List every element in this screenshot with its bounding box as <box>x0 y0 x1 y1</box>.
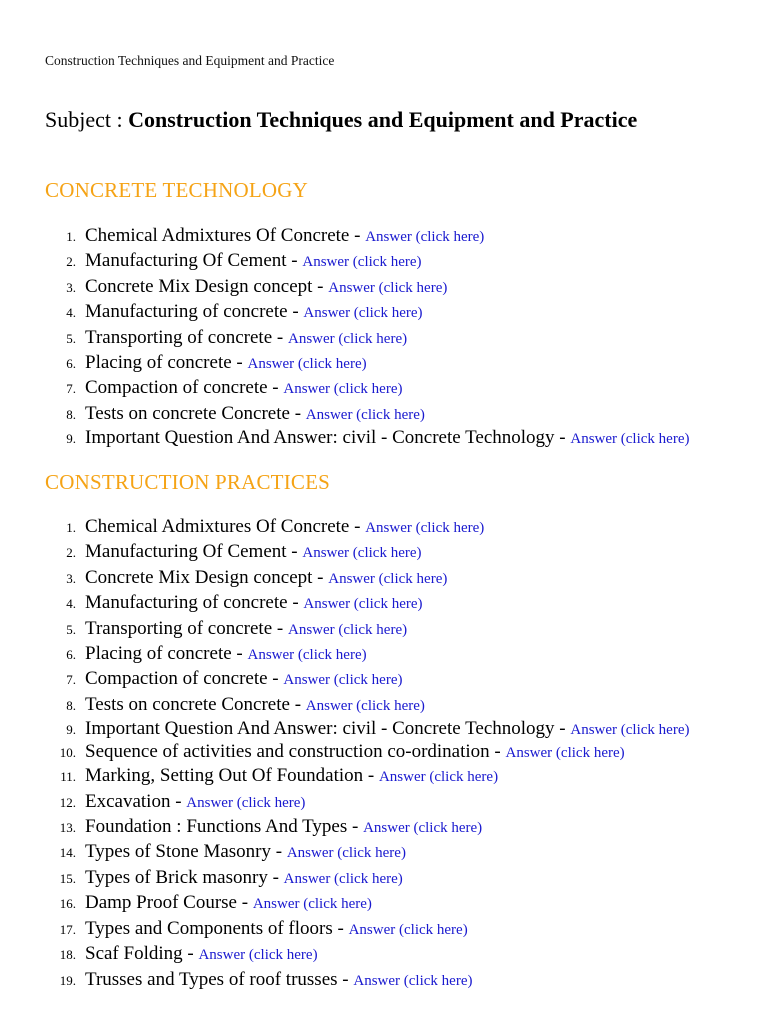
answer-link[interactable]: Answer (click here) <box>348 921 468 938</box>
list-item-number: 10. <box>59 745 76 761</box>
list-item-number: 13. <box>59 820 76 836</box>
list-item <box>45 764 725 789</box>
list-item-number: 5. <box>66 330 76 346</box>
answer-link[interactable]: Answer (click here) <box>252 896 372 913</box>
list-item <box>45 917 725 942</box>
list-item <box>45 300 725 325</box>
list-item-text: Compaction of concrete - <box>85 668 284 690</box>
answer-link[interactable]: Answer (click here) <box>505 745 625 762</box>
list-item-number: 15. <box>59 870 76 886</box>
list-item-number: 17. <box>59 921 76 937</box>
list-item-number: 3. <box>66 570 76 586</box>
list-item-text: Tests on concrete Concrete - <box>85 693 306 715</box>
list-item-number: 7. <box>66 672 76 688</box>
answer-link[interactable]: Answer (click here) <box>247 356 367 373</box>
list-item-text: Concrete Mix Design concept - <box>85 275 329 297</box>
list-item <box>45 790 725 815</box>
list-item-number: 4. <box>66 596 76 612</box>
answer-link[interactable]: Answer (click here) <box>303 305 423 322</box>
answer-link[interactable]: Answer (click here) <box>378 769 499 786</box>
subject-title: Construction Techniques and Equipment and Practice <box>128 107 638 132</box>
list-item <box>45 968 725 993</box>
answer-link[interactable]: Answer (click here) <box>186 794 306 811</box>
list-item-text: Sequence of activities and construction co-ordination - <box>85 741 506 763</box>
list-item-text: Types of Stone Masonry - <box>85 841 287 863</box>
list-item <box>45 891 725 916</box>
list-item-number: 11. <box>60 769 76 785</box>
list-item-text: Important Question And Answer: civil - Concrete Technology - <box>85 427 571 449</box>
answer-link[interactable]: Answer (click here) <box>302 254 422 271</box>
answer-link[interactable]: Answer (click here) <box>353 972 473 989</box>
list-item-number: 18. <box>59 947 76 963</box>
list-item-text: Manufacturing Of Cement - <box>85 541 303 563</box>
list-item-number: 1. <box>66 520 76 535</box>
list-item-text: Placing of concrete - <box>85 352 248 374</box>
list-item-number: 1. <box>66 229 76 244</box>
answer-link[interactable]: Answer (click here) <box>570 722 690 739</box>
list-item-number: 19. <box>59 972 76 988</box>
list-item <box>45 275 725 300</box>
answer-link[interactable]: Answer (click here) <box>305 406 425 423</box>
list-item-number: 7. <box>66 381 76 397</box>
list-item <box>45 249 725 274</box>
answer-link[interactable]: Answer (click here) <box>328 570 448 587</box>
list-item-number: 5. <box>66 621 76 637</box>
list-item <box>45 351 725 376</box>
answer-link[interactable]: Answer (click here) <box>365 229 485 245</box>
list-item-text: Important Question And Answer: civil - Concrete Technology - <box>85 718 571 740</box>
list-item-number: 6. <box>66 647 76 663</box>
list-item <box>45 224 725 249</box>
answer-link[interactable]: Answer (click here) <box>287 621 408 638</box>
list-item-text: Chemical Admixtures Of Concrete - <box>85 225 366 246</box>
concrete-technology-list <box>45 224 725 450</box>
subject-label: Subject : <box>45 107 129 132</box>
list-item <box>45 376 725 401</box>
list-item-text: Compaction of concrete - <box>85 377 284 399</box>
list-item <box>45 741 725 764</box>
list-item-text: Placing of concrete - <box>85 643 248 665</box>
list-item-text: Damp Proof Course - <box>85 892 253 914</box>
list-item-number: 2. <box>66 545 76 561</box>
list-item <box>45 427 725 450</box>
answer-link[interactable]: Answer (click here) <box>283 381 403 398</box>
list-item-number: 8. <box>66 406 76 422</box>
answer-link[interactable]: Answer (click here) <box>283 672 403 689</box>
list-item-number: 9. <box>66 431 76 447</box>
section-title-concrete-technology: CONCRETE TECHNOLOGY <box>45 178 308 202</box>
list-item <box>45 540 725 565</box>
list-item-number: 16. <box>59 896 76 912</box>
answer-link[interactable]: Answer (click here) <box>286 845 406 862</box>
subject-heading <box>45 106 735 134</box>
list-item-text: Types of Brick masonry - <box>85 866 284 888</box>
list-item <box>45 591 725 616</box>
answer-link[interactable]: Answer (click here) <box>283 870 403 887</box>
list-item-text: Transporting of concrete - <box>85 326 288 348</box>
list-item-text: Manufacturing Of Cement - <box>85 250 303 272</box>
answer-link[interactable]: Answer (click here) <box>570 431 690 448</box>
list-item-text: Excavation - <box>85 790 187 812</box>
list-item-text: Tests on concrete Concrete - <box>85 402 306 424</box>
answer-link[interactable]: Answer (click here) <box>365 520 485 536</box>
list-item <box>45 642 725 667</box>
list-item <box>45 866 725 891</box>
list-item-number: 8. <box>66 697 76 713</box>
answer-link[interactable]: Answer (click here) <box>198 947 318 964</box>
list-item-text: Trusses and Types of roof trusses - <box>85 968 354 990</box>
running-header: Construction Techniques and Equipment and Practice <box>45 53 335 68</box>
answer-link[interactable]: Answer (click here) <box>303 596 423 613</box>
list-item-text: Marking, Setting Out Of Foundation - <box>85 765 379 787</box>
construction-practices-list <box>45 515 725 993</box>
list-item-text: Scaf Folding - <box>85 943 199 965</box>
list-item-number: 12. <box>59 794 76 810</box>
list-item-number: 2. <box>66 254 76 270</box>
list-item <box>45 667 725 692</box>
answer-link[interactable]: Answer (click here) <box>247 647 367 664</box>
list-item-number: 6. <box>66 356 76 372</box>
list-item <box>45 515 725 540</box>
answer-link[interactable]: Answer (click here) <box>363 820 483 837</box>
list-item-text: Foundation : Functions And Types - <box>85 816 364 838</box>
list-item-text: Concrete Mix Design concept - <box>85 566 329 588</box>
list-item-text: Transporting of concrete - <box>85 617 288 639</box>
answer-link[interactable]: Answer (click here) <box>328 279 448 296</box>
list-item-number: 9. <box>66 722 76 738</box>
answer-link[interactable]: Answer (click here) <box>287 330 408 347</box>
list-item <box>45 840 725 865</box>
list-item <box>45 942 725 967</box>
list-item-number: 14. <box>59 845 76 861</box>
list-item-text: Manufacturing of concrete - <box>85 301 304 323</box>
list-item-number: 4. <box>66 305 76 321</box>
list-item-number: 3. <box>66 279 76 295</box>
list-item <box>45 402 725 427</box>
list-item <box>45 566 725 591</box>
list-item <box>45 815 725 840</box>
answer-link[interactable]: Answer (click here) <box>302 545 422 562</box>
list-item-text: Types and Components of floors - <box>85 917 349 939</box>
list-item <box>45 693 725 718</box>
section-title-construction-practices: CONSTRUCTION PRACTICES <box>45 470 331 494</box>
list-item-text: Manufacturing of concrete - <box>85 592 304 614</box>
list-item-text: Chemical Admixtures Of Concrete - <box>85 516 366 537</box>
list-item <box>45 617 725 642</box>
list-item <box>45 326 725 351</box>
list-item <box>45 718 725 741</box>
answer-link[interactable]: Answer (click here) <box>305 697 425 714</box>
